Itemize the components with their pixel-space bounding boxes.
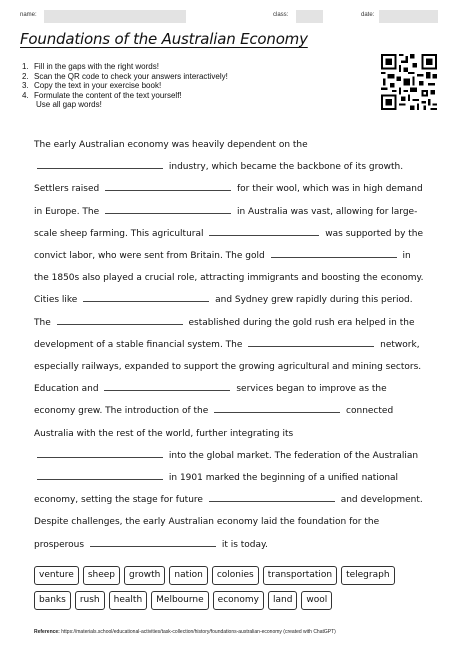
gap-4[interactable] (209, 224, 319, 236)
word-chip[interactable]: nation (169, 566, 207, 585)
gap-13[interactable] (209, 490, 335, 502)
word-chip[interactable]: venture (34, 566, 79, 585)
reference (34, 629, 336, 635)
class-field[interactable] (296, 10, 323, 23)
word-chip[interactable]: colonies (212, 566, 259, 585)
word-chip[interactable]: Melbourne (151, 591, 209, 610)
class-label: class: (273, 12, 289, 18)
word-bank (34, 566, 434, 616)
gap-8[interactable] (248, 335, 374, 347)
word-chip[interactable]: land (268, 591, 297, 610)
instruction-item: 4. Formulate the content of the text yourself! (22, 90, 182, 100)
word-bank-row (34, 591, 434, 610)
reference-label: Reference: (34, 629, 60, 635)
gap-3[interactable] (105, 202, 231, 214)
qr-code-icon[interactable] (381, 54, 437, 110)
gap-10[interactable] (214, 401, 340, 413)
word-chip[interactable]: transportation (263, 566, 337, 585)
word-chip[interactable]: health (109, 591, 148, 610)
name-field[interactable] (44, 10, 186, 23)
gap-9[interactable] (104, 379, 230, 391)
word-chip[interactable]: banks (34, 591, 71, 610)
word-chip[interactable]: wool (301, 591, 332, 610)
date-field[interactable] (379, 10, 438, 23)
instruction-item: Use all gap words! (36, 100, 102, 110)
word-bank-row (34, 566, 434, 585)
date-label: date: (361, 12, 375, 18)
gap-text: The early Australian economy was heavily dependent on the industry, which became the backbone of its growth. Settlers raised for their wool, which was in high demand in Europe. The in Australia was vast, allowing for large-scale sheep farming. This agricultural was supported by the convict labor, who were sent from Britain. The gold in the 1850s also played a crucial role, attracting immigrants and boosting the economy. Cities like and Sydney grew rapidly during this period. The established during the gold rush era helped in the development of a stable financial system. The network, especially railways, expanded to support the growing agricultural and mining sectors. Education and services began to improve as the economy grew. The introduction of the connected Australia with the rest of the world, further integrating its into the global market. The federation of the Australian in 1901 marked the beginning of a unified national economy, setting the stage for future and development. Despite challenges, the early Australian economy laid the foundation for the prosperous it is today. (34, 140, 424, 550)
gap-1[interactable] (37, 157, 163, 169)
word-chip[interactable]: sheep (83, 566, 120, 585)
instruction-item: 3. Copy the text in your exercise book! (22, 81, 162, 91)
word-chip[interactable]: rush (75, 591, 105, 610)
gap-11[interactable] (37, 446, 163, 458)
gap-5[interactable] (271, 246, 397, 258)
word-chip[interactable]: economy (213, 591, 264, 610)
gap-7[interactable] (57, 313, 183, 325)
instructions-list (22, 62, 228, 110)
name-label: name: (20, 12, 37, 18)
word-chip[interactable]: telegraph (341, 566, 394, 585)
word-chip[interactable]: growth (124, 566, 165, 585)
page-title: Foundations of the Australian Economy (20, 30, 308, 48)
gap-12[interactable] (37, 468, 163, 480)
gap-2[interactable] (105, 179, 231, 191)
instruction-item: 2. Scan the QR code to check your answers interactively! (22, 71, 228, 81)
instruction-item: 1. Fill in the gaps with the right words! (22, 62, 159, 71)
reference-link[interactable]: https://materials.school/educational-activities/task-collection/history/foundations-australian-economy (created with ChatGPT) (61, 629, 336, 635)
gap-6[interactable] (83, 290, 209, 302)
gap-14[interactable] (90, 535, 216, 547)
